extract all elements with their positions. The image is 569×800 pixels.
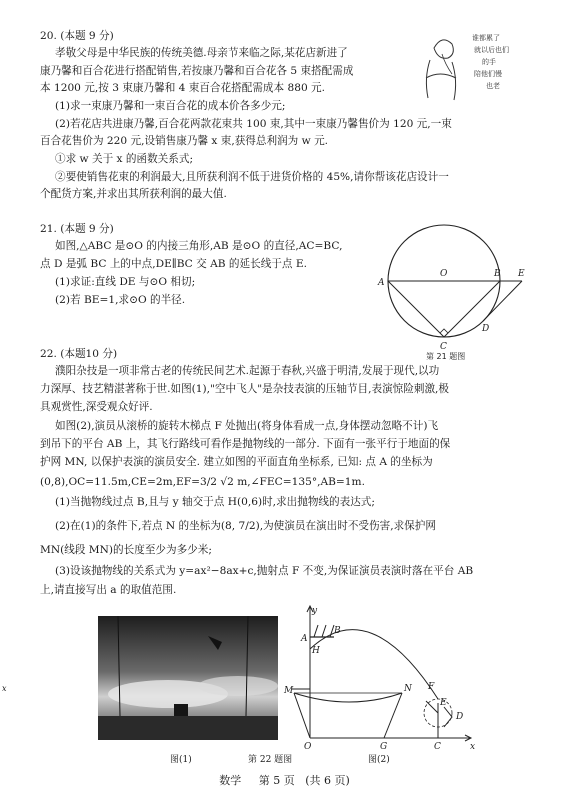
label-d2: D (456, 712, 464, 722)
q22-line: 力深厚、技艺精湛著称于世.如图(1),"空中飞人"是杂技表演的压轴节目,表演惊险刺激,极 (40, 383, 449, 395)
label-f: F (428, 682, 435, 692)
label-o: O (440, 269, 448, 279)
q20-line: ②要使销售花束的利润最大,且所获利润不低于进货价格的 45%,请你帮该花店设计一 (55, 171, 449, 183)
q22-fig1-caption: 图(1) (170, 755, 192, 765)
q21-title: 21. (本题 9 分) (40, 223, 114, 235)
label-b2: B (334, 626, 341, 636)
q20-line: (2)若花店共进康乃馨,百合花两款花束共 100 束,其中一束康乃馨售价为 120 元,一束 (55, 118, 452, 130)
q22-line: 濮阳杂技是一项非常古老的传统民间艺术.起源于春秋,兴盛于明清,发展于现代,以功 (55, 365, 440, 377)
q21-figure (372, 216, 540, 362)
q21-line: 如图,△ABC 是⊙O 的内接三角形,AB 是⊙O 的直径,AC=BC, (55, 240, 343, 252)
label-a: A (378, 278, 385, 288)
footer-total: (共 6 页) (305, 774, 350, 787)
footer-page: 第 5 页 (258, 774, 295, 787)
q22-line: 具观赏性,深受观众好评. (40, 401, 153, 413)
q21-caption: 第 21 题图 (426, 352, 466, 361)
q20-title: 20. (本题 9 分) (40, 30, 114, 42)
q20-line: 康乃馨和百合花进行搭配销售,若按康乃馨和百合花各 5 束搭配需成 (40, 65, 354, 77)
label-n: N (404, 684, 412, 694)
q22-line: (0,8),OC=11.5m,CE=2m,EF=3/2 √2 m,∠FEC=135°,AB=1m. (40, 476, 365, 488)
sketch-text: 谁都累了 (472, 34, 500, 42)
label-a2: A (301, 634, 308, 644)
q20-line: (1)求一束康乃馨和一束百合花的成本价各多少元; (55, 100, 286, 112)
label-e: E (518, 269, 525, 279)
q22-line: 上,请直接写出 a 的取值范围. (40, 584, 177, 596)
q22-fig-caption: 第 22 题图 (248, 755, 293, 765)
label-y: y (312, 606, 318, 616)
q22-fig2-caption: 图(2) (368, 755, 390, 765)
q22-line: (3)设该抛物线的关系式为 y=ax²−8ax+c,抛射点 F 不变,为保证演员表演时落在平台 AB (55, 565, 474, 577)
q22-line: 到吊下的平台 AB 上，其飞行路线可看作是抛物线的一部分. 下面有一张平行于地面的保 (40, 438, 451, 450)
sketch-text: 的手 (482, 58, 496, 66)
q20-line: 孝敬父母是中华民族的传统美德.母亲节来临之际,某花店新进了 (55, 47, 348, 59)
q22-line: 如图(2),演员从滚桥的旋转木梯点 F 处抛出(将身体看成一点,身体摆动忽略不计)飞 (55, 420, 439, 432)
q22-line: (2)在(1)的条件下,若点 N 的坐标为(8, 7/2),为使演员在演出时不受伤害,求保护网 (55, 520, 436, 532)
label-h: H (312, 646, 320, 656)
q21-line: (1)求证:直线 DE 与⊙O 相切; (55, 276, 196, 288)
q21-line: (2)若 BE=1,求⊙O 的半径. (55, 294, 186, 306)
label-d: D (482, 324, 490, 334)
label-c2: C (434, 742, 441, 751)
label-b: B (494, 269, 501, 279)
q21-line: 点 D 是弧 BC 上的中点,DE∥BC 交 AB 的延长线于点 E. (40, 258, 307, 270)
q20-sketch-illustration (412, 18, 532, 106)
label-g: G (380, 742, 388, 751)
sketch-text: 也老 (486, 82, 500, 90)
sketch-text: 陪他们慢 (474, 70, 502, 78)
q22-photo-figure-1 (98, 616, 278, 740)
label-x: x (470, 742, 476, 751)
q22-title: 22. (本题10 分) (40, 348, 118, 360)
label-e2: E (440, 698, 447, 708)
q20-line: ①求 w 关于 x 的函数关系式; (55, 153, 194, 165)
footer-subject: 数学 (219, 774, 242, 787)
q20-line: 百合花售价为 220 元,设销售康乃馨 x 束,获得总利润为 w 元. (40, 135, 329, 147)
q22-figure-2 (280, 603, 480, 751)
label-o2: O (304, 742, 312, 751)
q20-line: 个配货方案,并求出其所获利润的最大值. (40, 188, 227, 200)
margin-mark: x (2, 684, 7, 693)
label-c: C (440, 342, 447, 352)
q22-line: MN(线段 MN)的长度至少为多少米; (40, 544, 212, 556)
q22-line: (1)当抛物线过点 B,且与 y 轴交于点 H(0,6)时,求出抛物线的表达式; (55, 496, 375, 508)
q22-line: 护网 MN, 以保护表演的演员安全. 建立如图的平面直角坐标系, 已知: 点 A 的坐标为 (40, 456, 433, 468)
sketch-text: 就以后也们 (474, 46, 509, 54)
q20-line: 本 1200 元,按 3 束康乃馨和 4 束百合花搭配需成本 880 元. (40, 82, 326, 94)
label-m: M (284, 686, 294, 696)
page-footer (0, 772, 569, 788)
